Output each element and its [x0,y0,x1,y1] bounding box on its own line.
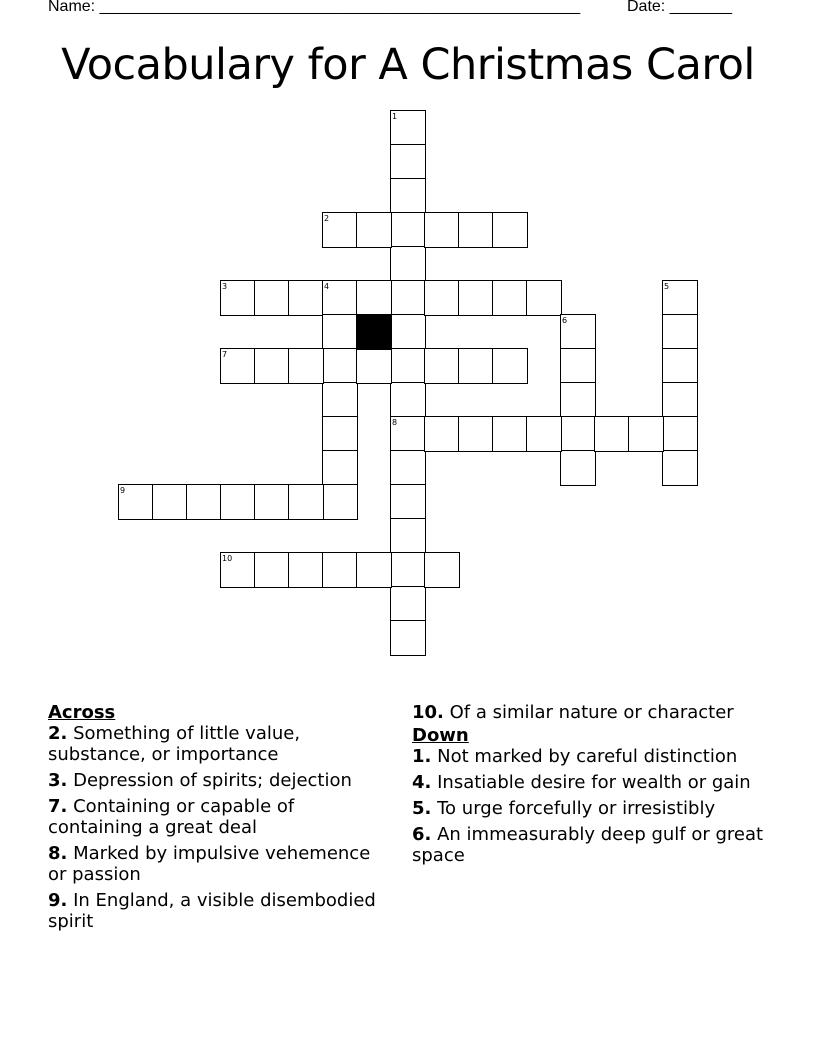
clues-right-column [412,702,772,871]
crossword-cell[interactable] [662,280,698,316]
clue-across-7 [48,796,388,838]
clue-down-1 [412,746,772,767]
crossword-cell[interactable] [152,484,188,520]
crossword-cell[interactable] [322,314,358,350]
crossword-cell[interactable] [390,280,426,316]
crossword-cell[interactable] [390,450,426,486]
crossword-cell[interactable] [662,348,698,384]
clue-across-2 [48,723,388,765]
crossword-cell[interactable] [390,246,426,282]
clue-text: Depression of spirits; dejection [73,770,352,791]
clue-number: 4. [412,772,432,793]
clue-across-8 [48,843,388,885]
cell-number: 6 [562,316,568,325]
crossword-cell[interactable] [594,416,630,452]
clue-down-6 [412,824,772,866]
cell-number: 7 [222,350,228,359]
crossword-cell[interactable] [390,416,426,452]
down-heading: Down [412,725,469,746]
clue-text: In England, a visible disembodied spirit [48,890,376,932]
crossword-cell[interactable] [424,416,460,452]
crossword-cell[interactable] [322,450,358,486]
crossword-cell[interactable] [356,552,392,588]
crossword-cell[interactable] [526,280,562,316]
crossword-cell[interactable] [390,110,426,146]
crossword-cell[interactable] [322,416,358,452]
clues-left-column [48,702,388,937]
crossword-cell[interactable] [390,212,426,248]
crossword-cell[interactable] [492,416,528,452]
clue-number: 8. [48,843,68,864]
date-line: Date: _______ [627,0,732,15]
crossword-cell[interactable] [220,280,256,316]
crossword-cell[interactable] [356,212,392,248]
cell-number: 2 [324,214,330,223]
crossword-cell[interactable] [288,348,324,384]
crossword-cell[interactable] [390,484,426,520]
crossword-cell[interactable] [526,416,562,452]
crossword-cell[interactable] [288,280,324,316]
crossword-cell[interactable] [662,314,698,350]
crossword-cell[interactable] [322,348,358,384]
crossword-cell[interactable] [322,212,358,248]
clue-number: 10. [412,702,444,723]
crossword-cell[interactable] [492,212,528,248]
crossword-cell[interactable] [322,382,358,418]
crossword-cell[interactable] [560,382,596,418]
crossword-cell[interactable] [390,552,426,588]
clue-text: Marked by impulsive vehemence or passion [48,843,371,885]
crossword-cell[interactable] [322,484,358,520]
crossword-cell[interactable] [390,314,426,350]
crossword-cell[interactable] [288,484,324,520]
crossword-cell[interactable] [424,348,460,384]
clue-across-9 [48,890,388,932]
crossword-cell[interactable] [322,280,358,316]
crossword-cell[interactable] [492,280,528,316]
crossword-cell[interactable] [220,348,256,384]
crossword-cell[interactable] [458,416,494,452]
crossword-black-cell [356,314,392,350]
crossword-cell[interactable] [254,484,290,520]
crossword-cell[interactable] [560,450,596,486]
crossword-cell[interactable] [390,620,426,656]
clue-number: 3. [48,770,68,791]
crossword-cell[interactable] [424,552,460,588]
cell-number: 4 [324,282,330,291]
cell-number: 3 [222,282,228,291]
crossword-cell[interactable] [492,348,528,384]
crossword-cell[interactable] [186,484,222,520]
crossword-cell[interactable] [220,552,256,588]
clue-down-4 [412,772,772,793]
crossword-cell[interactable] [254,552,290,588]
clue-number: 1. [412,746,432,767]
cell-number: 9 [120,486,126,495]
clue-across-3 [48,770,388,791]
crossword-cell[interactable] [560,416,596,452]
crossword-cell[interactable] [254,348,290,384]
crossword-cell[interactable] [118,484,154,520]
name-line: Name: ______________________________________________________ [48,0,581,15]
clue-text: Insatiable desire for wealth or gain [437,772,751,793]
crossword-cell[interactable] [390,144,426,180]
crossword-cell[interactable] [390,348,426,384]
crossword-cell[interactable] [458,212,494,248]
crossword-cell[interactable] [390,586,426,622]
crossword-cell[interactable] [458,280,494,316]
clue-number: 7. [48,796,68,817]
crossword-cell[interactable] [628,416,664,452]
crossword-cell[interactable] [390,382,426,418]
cell-number: 1 [392,112,398,121]
clue-number: 5. [412,798,432,819]
crossword-cell[interactable] [662,382,698,418]
crossword-cell[interactable] [662,450,698,486]
crossword-cell[interactable] [560,348,596,384]
clue-down-5 [412,798,772,819]
cell-number: 10 [222,554,233,563]
crossword-cell[interactable] [424,280,460,316]
crossword-cell[interactable] [288,552,324,588]
clue-number: 2. [48,723,68,744]
clue-across-10 [412,702,772,723]
crossword-cell[interactable] [560,314,596,350]
clue-text: To urge forcefully or irresistibly [437,798,716,819]
across-heading: Across [48,702,116,723]
clue-text: Of a similar nature or character [449,702,734,723]
crossword-cell[interactable] [356,280,392,316]
crossword-cell[interactable] [356,348,392,384]
crossword-cell[interactable] [424,212,460,248]
cell-number: 8 [392,418,398,427]
crossword-cell[interactable] [458,348,494,384]
clue-text: Something of little value, substance, or importance [48,723,301,765]
crossword-cell[interactable] [220,484,256,520]
clue-text: An immeasurably deep gulf or great space [412,824,764,866]
clue-number: 6. [412,824,432,845]
clue-number: 9. [48,890,68,911]
crossword-cell[interactable] [662,416,698,452]
cell-number: 5 [664,282,670,291]
clue-text: Not marked by careful distinction [437,746,738,767]
page-title: Vocabulary for A Christmas Carol [61,40,755,90]
crossword-cell[interactable] [322,552,358,588]
crossword-cell[interactable] [390,518,426,554]
crossword-cell[interactable] [390,178,426,214]
crossword-cell[interactable] [254,280,290,316]
clue-text: Containing or capable of containing a great deal [48,796,295,838]
